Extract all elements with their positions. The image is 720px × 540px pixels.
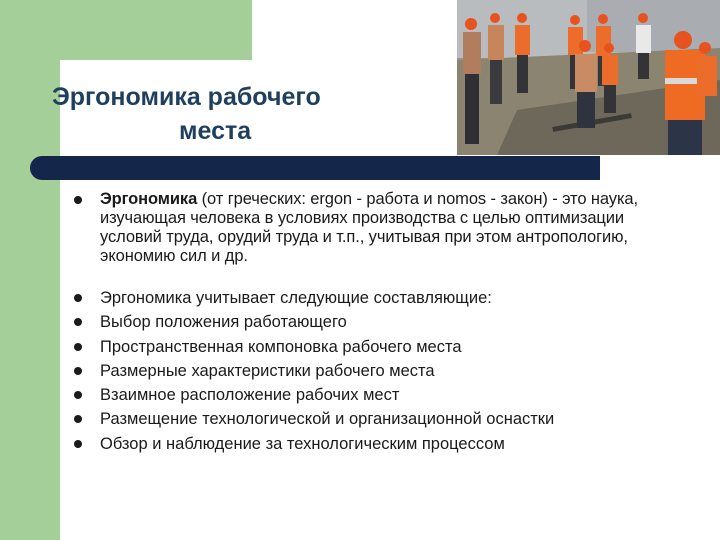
bullet-icon	[74, 440, 82, 448]
title-line-1: Эргономика рабочего	[52, 83, 321, 111]
list-item	[70, 335, 680, 359]
bullet-icon	[74, 367, 82, 375]
slide-content	[70, 190, 680, 456]
list-item-text: Эргономика учитывает следующие составляющие:	[100, 289, 492, 307]
bullet-icon	[74, 415, 82, 423]
definition-item	[70, 190, 680, 266]
list-item-text: Пространственная компоновка рабочего места	[100, 337, 462, 356]
top-green-block	[0, 0, 252, 60]
list-item-text: Взаимное расположение рабочих мест	[100, 386, 400, 405]
list-item	[70, 383, 680, 407]
title-line-2: места	[179, 117, 252, 145]
list-item-text: Размещение технологической и организационной оснастки	[100, 410, 555, 429]
definition-text: (от греческих: ergon - работа и nomos - закон) - это наука, изучающая человека в условиях производства с целью оптимизации условий труда, орудий труда и т.п., учитывая при этом антропологию, экономию сил и др.	[100, 190, 638, 265]
list-item	[70, 310, 680, 334]
list-item-text: Размерные характеристики рабочего места	[100, 361, 435, 380]
slide-title	[48, 80, 408, 148]
bullet-icon	[74, 196, 82, 204]
bullet-icon	[74, 294, 82, 302]
list-item	[70, 407, 680, 431]
list-item	[70, 432, 680, 456]
list-item	[70, 359, 680, 383]
list-item-text: Выбор положения работающего	[100, 313, 347, 332]
title-divider-bar	[30, 156, 600, 180]
workers-photo	[457, 0, 720, 155]
list-item	[70, 286, 680, 310]
bullet-icon	[74, 343, 82, 351]
definition-term: Эргономика	[100, 190, 198, 208]
components-list	[70, 286, 680, 456]
bullet-icon	[74, 391, 82, 399]
list-item-text: Обзор и наблюдение за технологическим процессом	[100, 434, 505, 453]
bullet-icon	[74, 318, 82, 326]
